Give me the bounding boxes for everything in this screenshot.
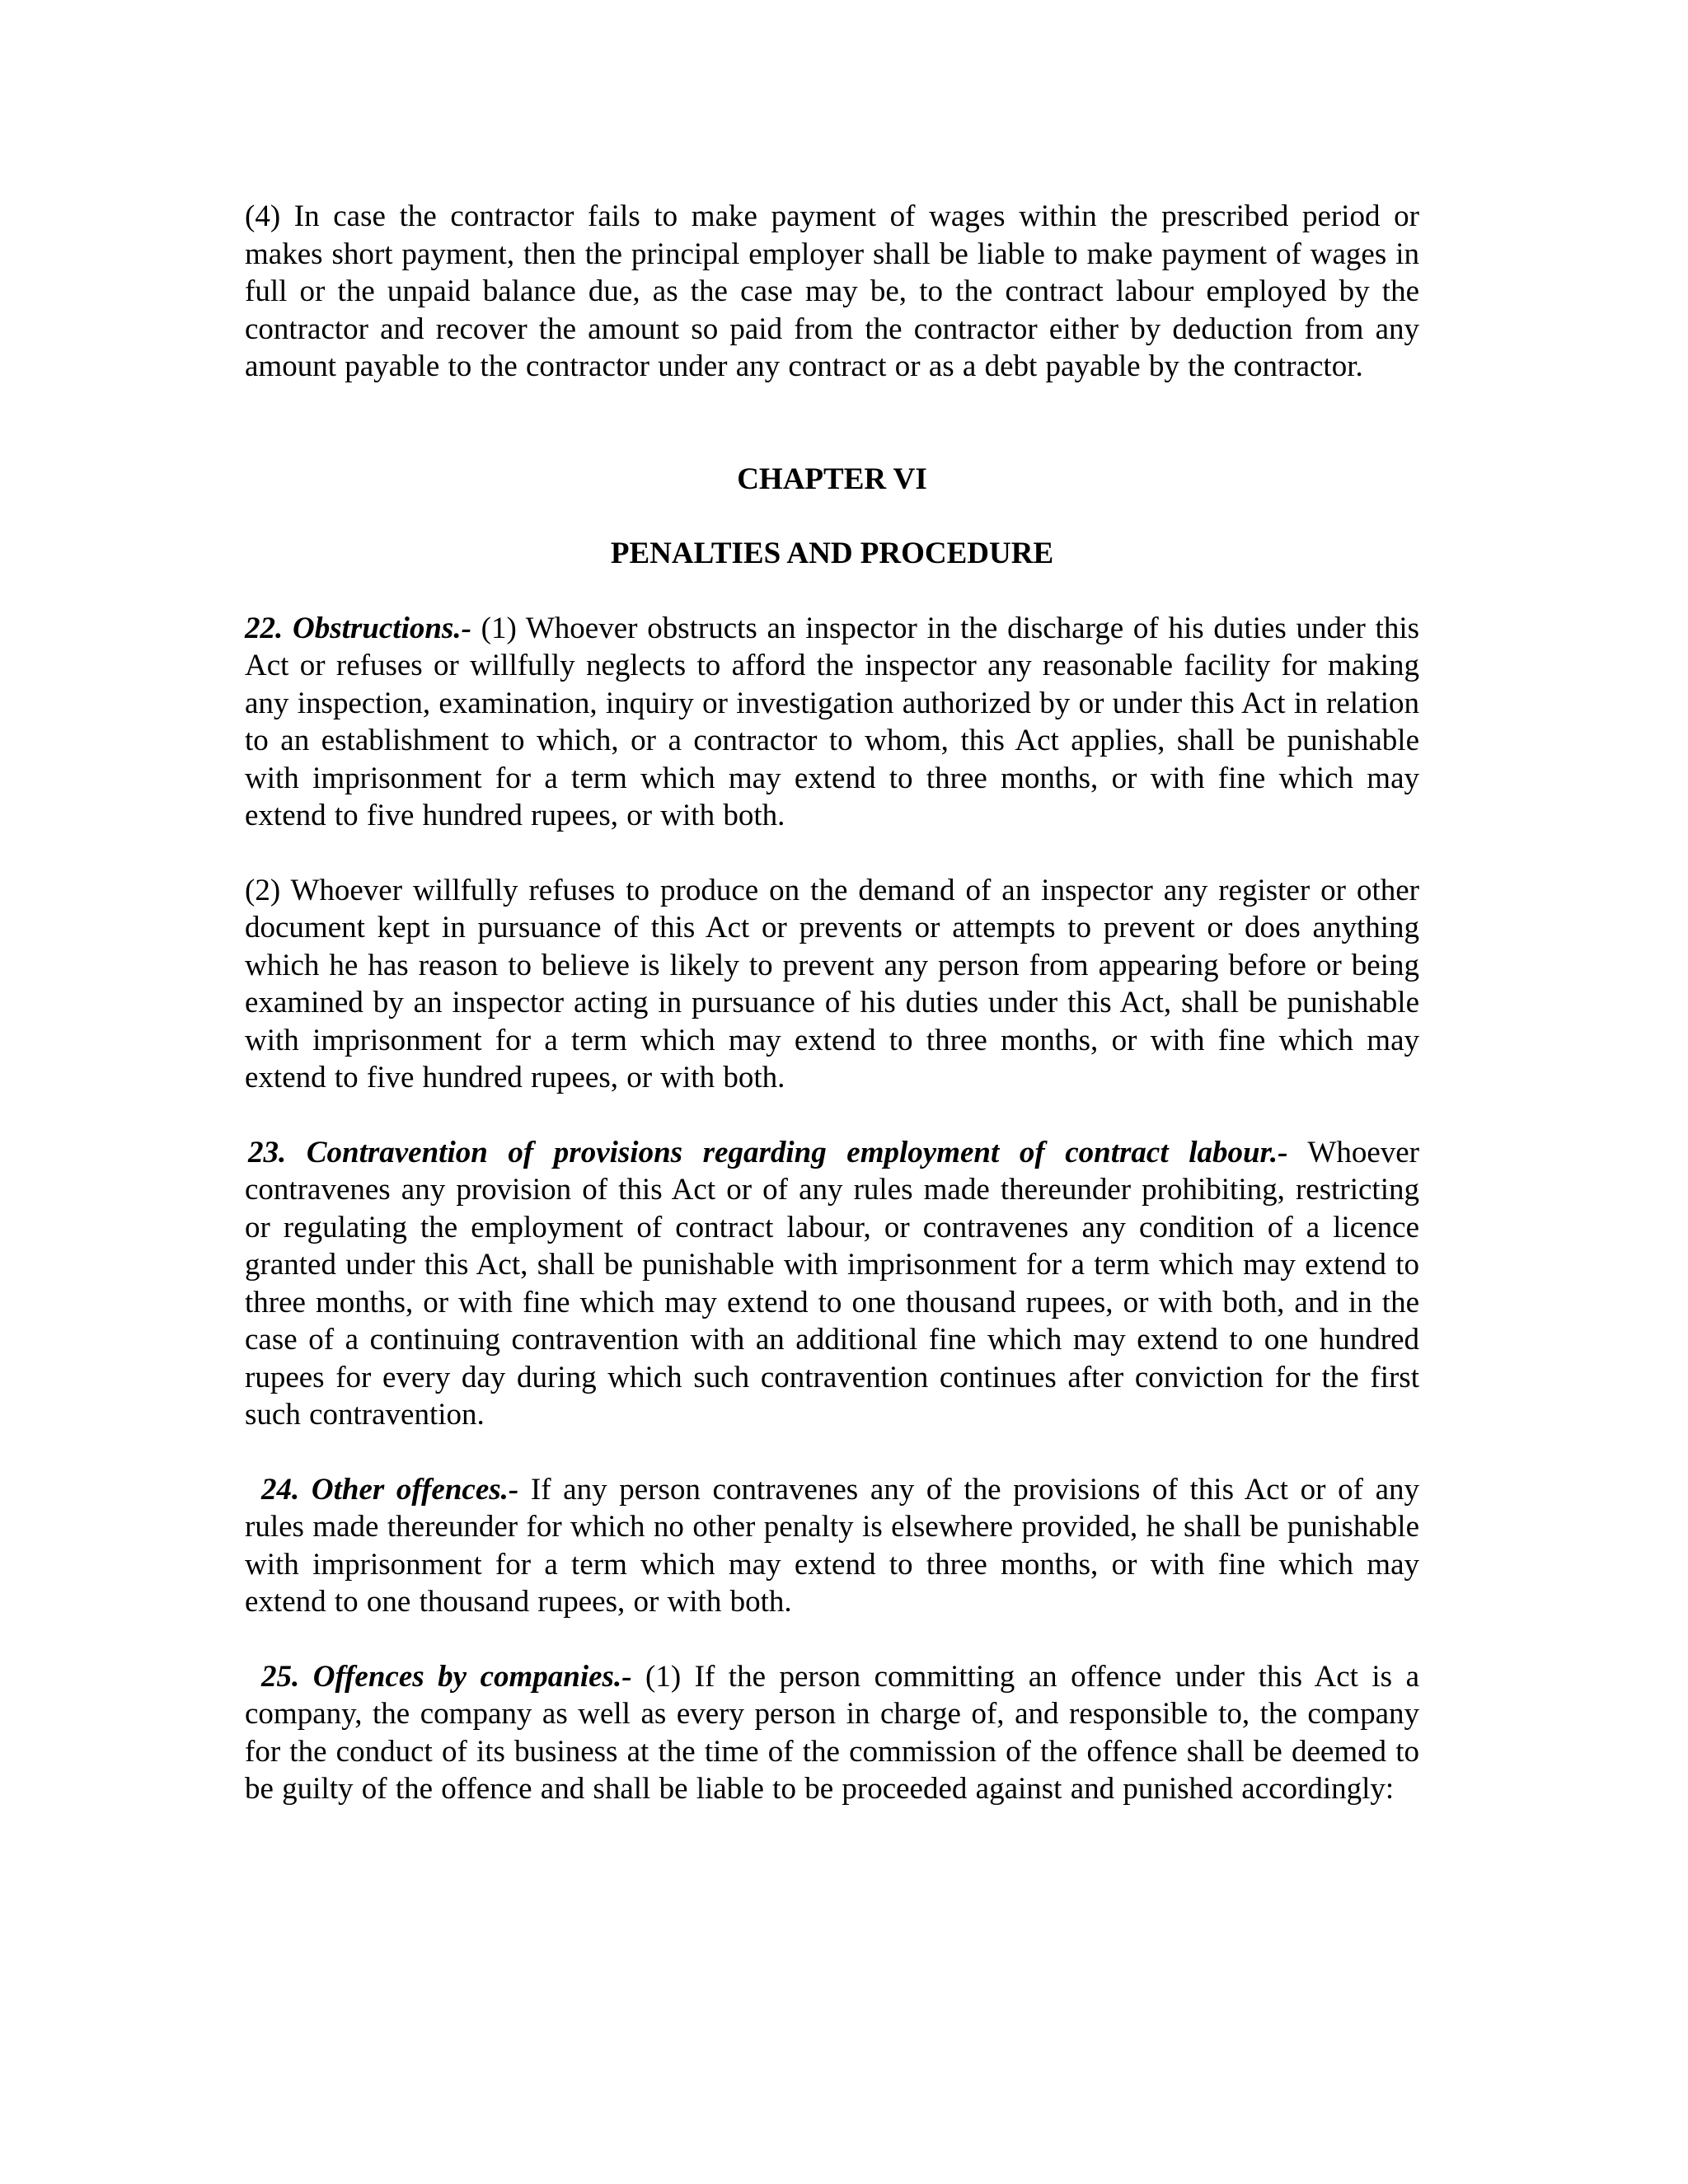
section-25-title: 25. Offences by companies.- <box>261 1659 632 1694</box>
section-25-text: (1) If the person committing an offence under this Act is a company, the company as well as every person in charge of, and responsible to, the company for the conduct of its business at the time of the commission of the offence shall be deemed to be guilty of the offence and shall be liable to be proceeded against and punished accordingly: <box>245 1659 1419 1806</box>
chapter-heading: CHAPTER VI <box>737 462 927 496</box>
section-25-paragraph <box>245 1658 1419 1808</box>
section-24-title: 24. Other offences.- <box>261 1472 519 1507</box>
paragraph-sub-4: (4) In case the contractor fails to make payment of wages within the prescribed period or makes short payment, then the principal employer shall be liable to make payment of wages in full or the unpaid balance due, as the case may be, to the contract labour employed by the contractor and recover the amount so paid from the contractor either by deduction from any amount payable to the contractor under any contract or as a debt payable by the contractor. <box>245 199 1419 383</box>
section-22-title: 22. Obstructions.- <box>245 611 471 645</box>
section-23-paragraph <box>245 1134 1419 1434</box>
section-23-title: 23. Contravention of provisions regarding employment of contract labour.- <box>248 1135 1288 1169</box>
section-23-text: Whoever contravenes any provision of this Act or of any rules made thereunder prohibiting, restricting or regulating the employment of contract labour, or contravenes any condition of a licence granted under this Act, shall be punishable with imprisonment for a term which may extend to three months, or with fine which may extend to one thousand rupees, or with both, and in the case of a continuing contravention with an additional fine which may extend to one hundred rupees for every day during which such contravention continues after conviction for the first such contravention. <box>245 1135 1419 1432</box>
section-22-sub-2-paragraph: (2) Whoever willfully refuses to produce on the demand of an inspector any register or other document kept in pursuance of this Act or prevents or attempts to prevent or does anything which he has reason to believe is likely to prevent any person from appearing before or being examined by an inspector acting in pursuance of his duties under this Act, shall be punishable with imprisonment for a term which may extend to three months, or with fine which may extend to five hundred rupees, or with both. <box>245 873 1419 1094</box>
section-24-text: If any person contravenes any of the provisions of this Act or of any rules made thereunder for which no other penalty is elsewhere provided, he shall be punishable with imprisonment for a term which may extend to three months, or with fine which may extend to one thousand rupees, or with both. <box>245 1472 1419 1619</box>
document-page <box>245 198 1419 1808</box>
chapter-title: PENALTIES AND PROCEDURE <box>610 537 1054 570</box>
section-24-paragraph <box>245 1471 1419 1621</box>
section-22-paragraph <box>245 610 1419 835</box>
section-22-text: (1) Whoever obstructs an inspector in the discharge of his duties under this Act or refuses or willfully neglects to afford the inspector any reasonable facility for making any inspection, examination, inquiry or investigation authorized by or under this Act in relation to an establishment to which, or a contractor to whom, this Act applies, shall be punishable with imprisonment for a term which may extend to three months, or with fine which may extend to five hundred rupees, or with both. <box>245 611 1420 832</box>
